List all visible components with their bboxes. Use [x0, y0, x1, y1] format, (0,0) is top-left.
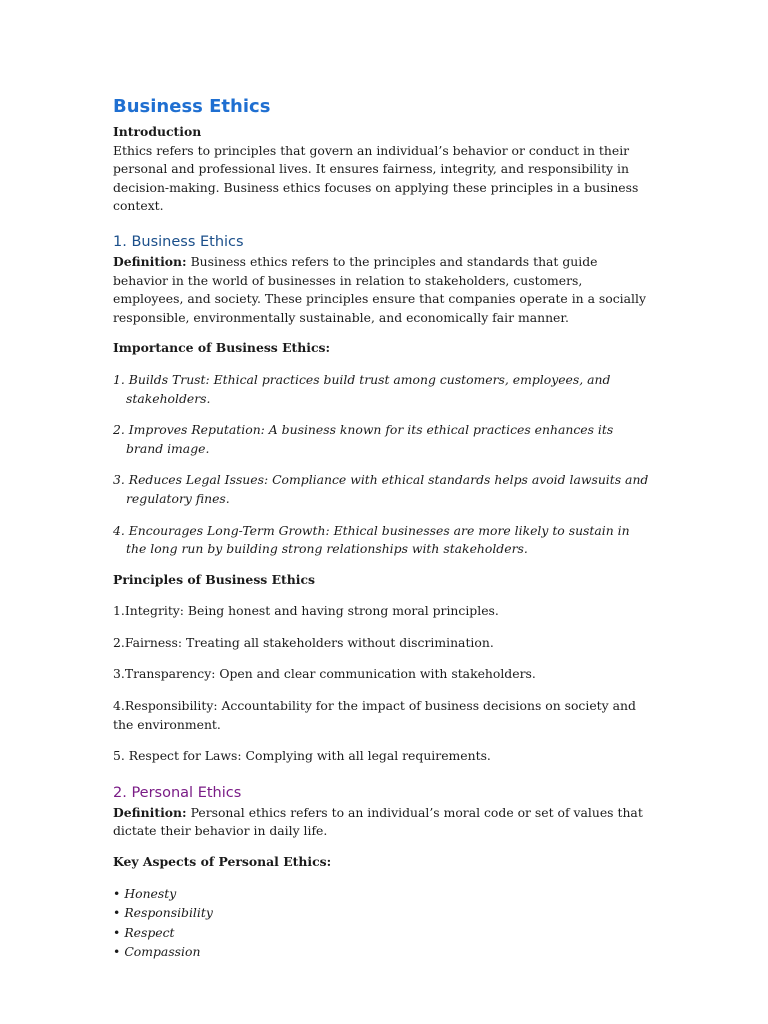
principles-heading: Principles of Business Ethics	[113, 571, 315, 587]
list-item: 4. Encourages Long-Term Growth: Ethical businesses are more likely to sustain in the long run by building strong relationships with stakeholders.	[113, 522, 630, 557]
aspect-label: Compassion	[124, 944, 201, 960]
list-item	[113, 923, 653, 943]
definition-text: Personal ethics refers to an individual’s moral code or set of values that dictate their behavior in daily life.	[113, 804, 643, 839]
bullet-icon: •	[113, 944, 121, 960]
bullet-icon: •	[113, 924, 121, 940]
list-item	[113, 884, 653, 904]
aspect-label: Respect	[124, 924, 175, 940]
section-2-definition	[113, 804, 653, 841]
section-1-heading: 1. Business Ethics	[113, 233, 244, 250]
document-page	[113, 93, 653, 962]
intro-label: Introduction	[113, 124, 202, 139]
list-item: 3.Transparency: Open and clear communication with stakeholders.	[113, 666, 536, 682]
list-item: 2.Fairness: Treating all stakeholders without discrimination.	[113, 634, 494, 650]
list-item: 1. Builds Trust: Ethical practices build trust among customers, employees, and stakeholders.	[113, 371, 611, 406]
list-item	[113, 903, 653, 923]
aspect-label: Honesty	[124, 885, 177, 901]
bullet-icon: •	[113, 905, 121, 921]
intro-paragraph: Ethics refers to principles that govern an individual’s behavior or conduct in their personal and professional lives. It ensures fairness, integrity, and responsibility in decision-making. Business ethics focuses on applying these principles in a business context.	[113, 142, 639, 214]
list-item: 5. Respect for Laws: Complying with all legal requirements.	[113, 748, 491, 764]
list-item: 1.Integrity: Being honest and having strong moral principles.	[113, 603, 499, 619]
document-title: Business Ethics	[113, 96, 271, 117]
aspect-label: Responsibility	[124, 905, 213, 921]
definition-text: Business ethics refers to the principles and standards that guide behavior in the world of businesses in relation to stakeholders, customers, employees, and society. These principles ensure that companies operate in a socially responsible, environmentally sustainable, and economically fair manner.	[113, 253, 646, 325]
list-item: 2. Improves Reputation: A business known for its ethical practices enhances its brand image.	[113, 422, 614, 456]
importance-heading: Importance of Business Ethics:	[113, 340, 331, 356]
aspects-list	[113, 884, 653, 962]
list-item: 3. Reduces Legal Issues: Compliance with ethical standards helps avoid lawsuits and regulatory fines.	[113, 472, 649, 506]
section-1-definition	[113, 253, 653, 327]
principles-list	[113, 602, 653, 766]
aspects-heading: Key Aspects of Personal Ethics:	[113, 854, 332, 870]
bullet-icon: •	[113, 885, 121, 901]
list-item: 4.Responsibility: Accountability for the impact of business decisions on society and the environment.	[113, 698, 636, 732]
definition-label: Definition:	[113, 253, 187, 269]
list-item	[113, 942, 653, 962]
definition-label: Definition:	[113, 804, 187, 820]
importance-list	[113, 371, 653, 559]
section-2-heading: 2. Personal Ethics	[113, 784, 242, 801]
